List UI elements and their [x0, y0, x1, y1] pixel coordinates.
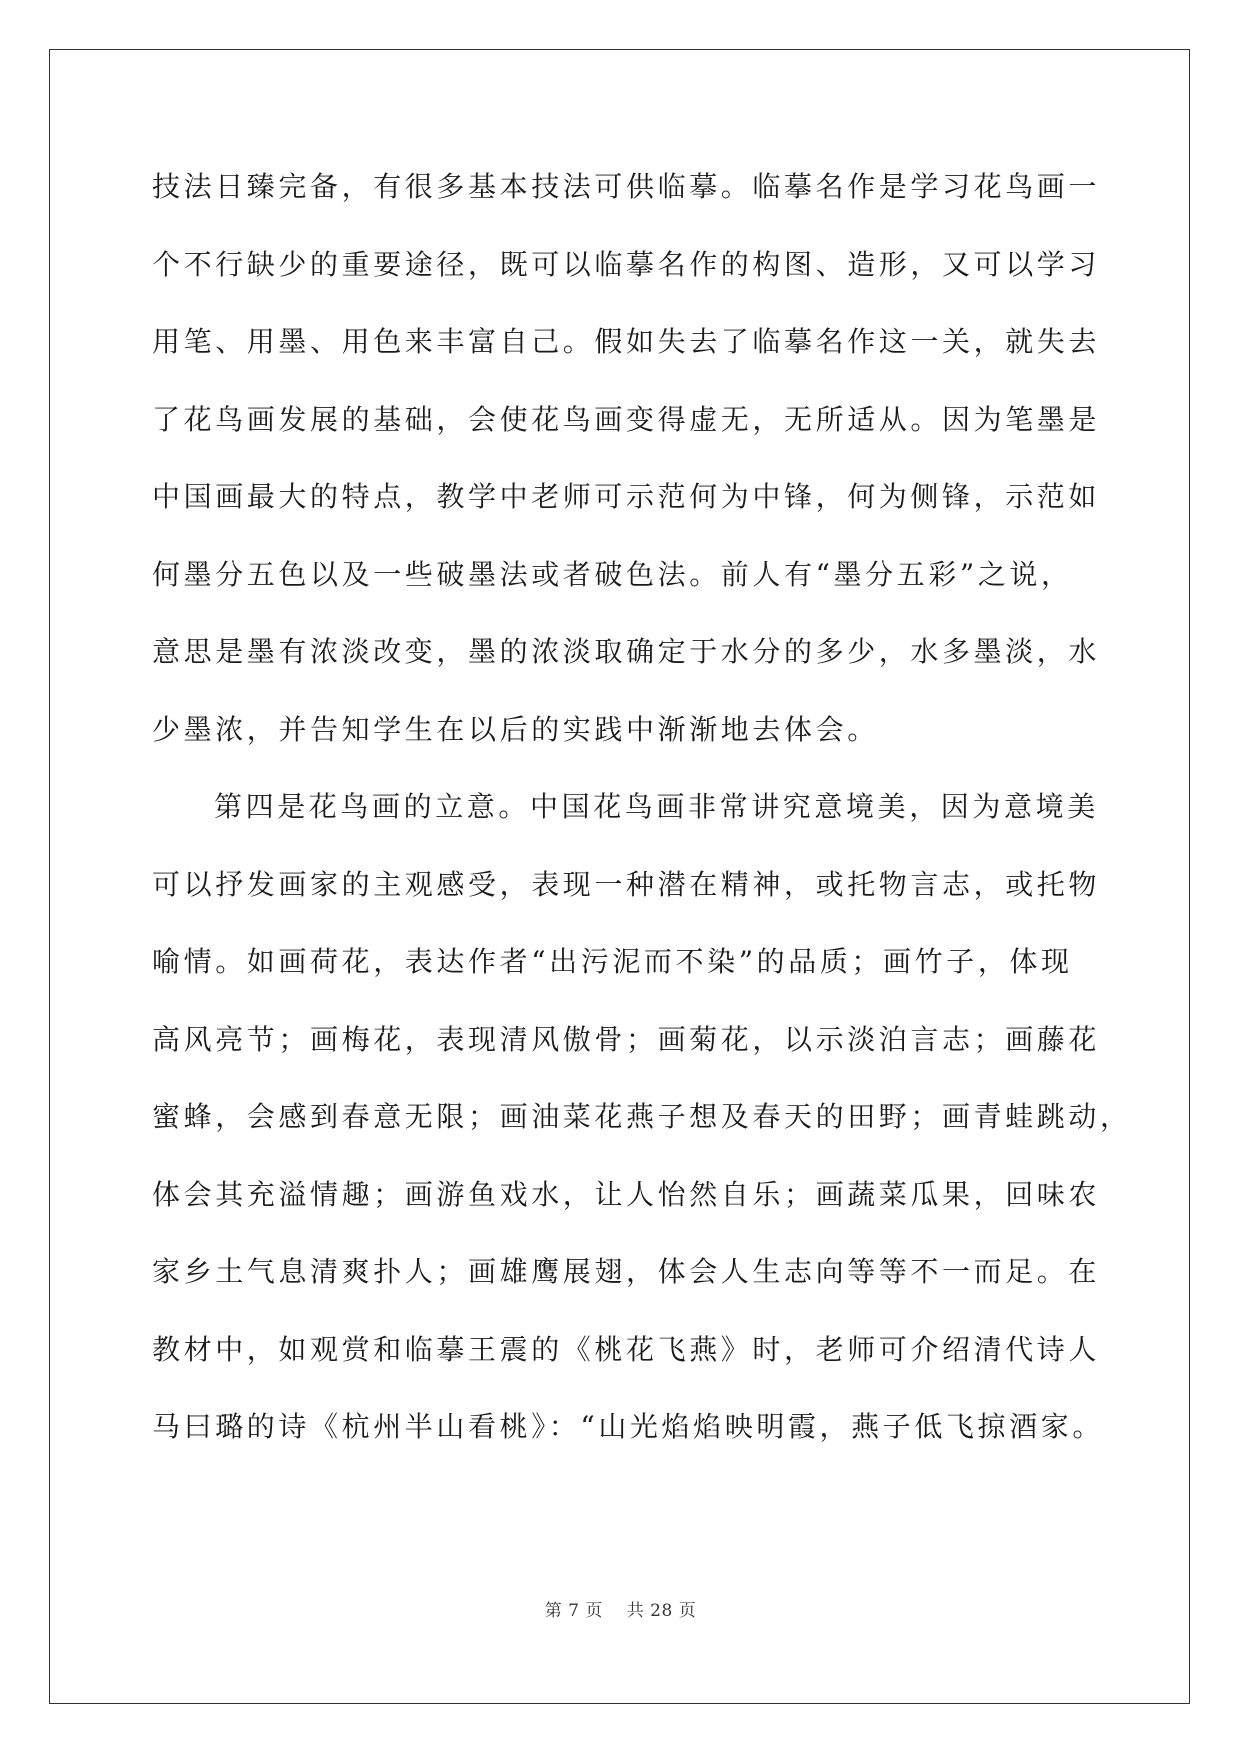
page-total: 共 28 页	[626, 1601, 697, 1621]
text-line: 少墨浓，并告知学生在以后的实践中渐渐地去体会。	[152, 712, 879, 746]
text-line: 第四是花鸟画的立意。中国花鸟画非常讲究意境美，因为意境美	[214, 790, 1099, 823]
text-line: 了花鸟画发展的基础，会使花鸟画变得虚无，无所适从。因为笔墨是	[152, 402, 1101, 436]
page-number: 第 7 页	[544, 1601, 603, 1621]
text-line: 蜜蜂，会感到春意无限；画油菜花燕子想及春天的田野；画青蛙跳动，	[152, 1100, 1132, 1133]
text-line: 何墨分五色以及一些破墨法或者破色法。前人有“墨分五彩”之说，	[152, 557, 1073, 591]
text-line: 家乡土气息清爽扑人；画雄鹰展翅，体会人生志向等等不一而足。在	[152, 1255, 1101, 1288]
text-line: 马曰璐的诗《杭州半山看桃》：“山光焰焰映明霞，燕子低飞掠酒家。	[152, 1410, 1104, 1443]
text-line: 中国画最大的特点，教学中老师可示范何为中锋，何为侧锋，示范如	[152, 480, 1101, 513]
text-line: 体会其充溢情趣；画游鱼戏水，让人怡然自乐；画蔬菜瓜果，回味农	[152, 1177, 1101, 1211]
text-line: 技法日臻完备，有很多基本技法可供临摹。临摹名作是学习花鸟画一	[152, 170, 1101, 203]
text-line: 教材中，如观赏和临摹王震的《桃花飞燕》时，老师可介绍清代诗人	[152, 1332, 1101, 1366]
page-footer	[0, 1596, 1241, 1621]
document-body	[152, 148, 1132, 1466]
text-line: 高风亮节；画梅花，表现清风傲骨；画菊花，以示淡泊言志；画藤花	[152, 1022, 1101, 1056]
text-line: 个不行缺少的重要途径，既可以临摹名作的构图、造形，又可以学习	[152, 247, 1101, 281]
text-line: 喻情。如画荷花，表达作者“出污泥而不染”的品质；画竹子，体现	[152, 945, 1073, 978]
text-line: 可以抒发画家的主观感受，表现一种潜在精神，或托物言志，或托物	[152, 867, 1101, 901]
text-line: 用笔、用墨、用色来丰富自己。假如失去了临摹名作这一关，就失去	[152, 325, 1101, 358]
text-line: 意思是墨有浓淡改变，墨的浓淡取确定于水分的多少，水多墨淡，水	[152, 635, 1101, 668]
